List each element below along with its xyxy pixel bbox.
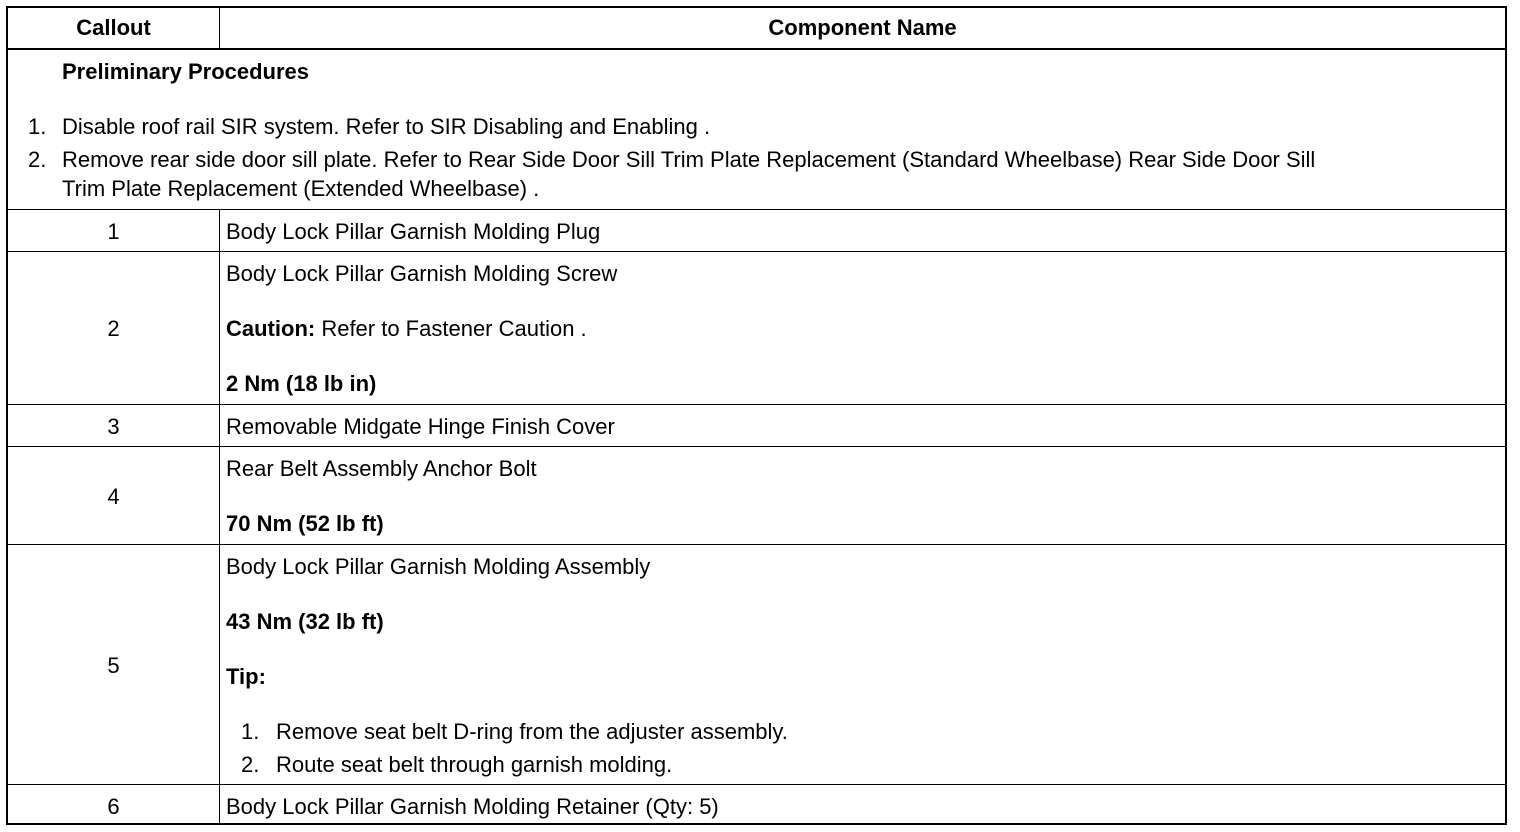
callout-number: 5: [107, 653, 120, 678]
row-separator: [8, 209, 1505, 210]
row-separator: [8, 446, 1505, 447]
component-name: Body Lock Pillar Garnish Molding Assembly: [226, 554, 651, 579]
preliminary-title: Preliminary Procedures: [62, 59, 310, 84]
tip-text: Remove seat belt D-ring from the adjuster assembly.: [276, 719, 788, 744]
tip-text: Route seat belt through garnish molding.: [276, 752, 673, 777]
header-separator: [8, 48, 1505, 50]
step-number: 1.: [28, 114, 47, 139]
component-name: Rear Belt Assembly Anchor Bolt: [226, 456, 537, 481]
component-name: Body Lock Pillar Garnish Molding Screw: [226, 261, 618, 286]
component-name: Body Lock Pillar Garnish Molding Plug: [226, 219, 601, 244]
tip-number: 1.: [241, 719, 260, 744]
row-separator: [8, 784, 1505, 785]
step-text: Disable roof rail SIR system. Refer to SIR Disabling and Enabling .: [62, 114, 711, 139]
row-separator: [8, 404, 1505, 405]
row-separator: [8, 251, 1505, 252]
callout-number: 2: [107, 316, 120, 341]
callout-number: 4: [107, 484, 120, 509]
component-name: Removable Midgate Hinge Finish Cover: [226, 414, 615, 439]
component-name: Body Lock Pillar Garnish Molding Retainer (Qty: 5): [226, 794, 719, 819]
row-separator: [8, 544, 1505, 545]
column-divider-body: [219, 209, 220, 823]
tip-number: 2.: [241, 752, 260, 777]
torque-spec: 70 Nm (52 lb ft): [226, 511, 384, 536]
caution-label: Caution:: [226, 316, 316, 341]
torque-spec: 2 Nm (18 lb in): [226, 371, 377, 396]
step-number: 2.: [28, 147, 47, 172]
caution-note: [226, 316, 587, 342]
callout-number: 3: [107, 414, 120, 439]
procedure-table: [6, 6, 1507, 825]
header-callout: Callout: [76, 15, 151, 40]
tip-label: Tip:: [226, 664, 266, 689]
step-text: Remove rear side door sill plate. Refer to Rear Side Door Sill Trim Plate Replacement (Standard Wheelbase) Rear Side Door Sill: [62, 147, 1316, 172]
header-component-name: Component Name: [768, 15, 957, 40]
callout-number: 1: [107, 219, 120, 244]
torque-spec: 43 Nm (32 lb ft): [226, 609, 384, 634]
step-text-continued: Trim Plate Replacement (Extended Wheelbase) .: [62, 176, 540, 201]
callout-number: 6: [107, 794, 120, 819]
caution-text: Refer to Fastener Caution .: [315, 316, 587, 341]
